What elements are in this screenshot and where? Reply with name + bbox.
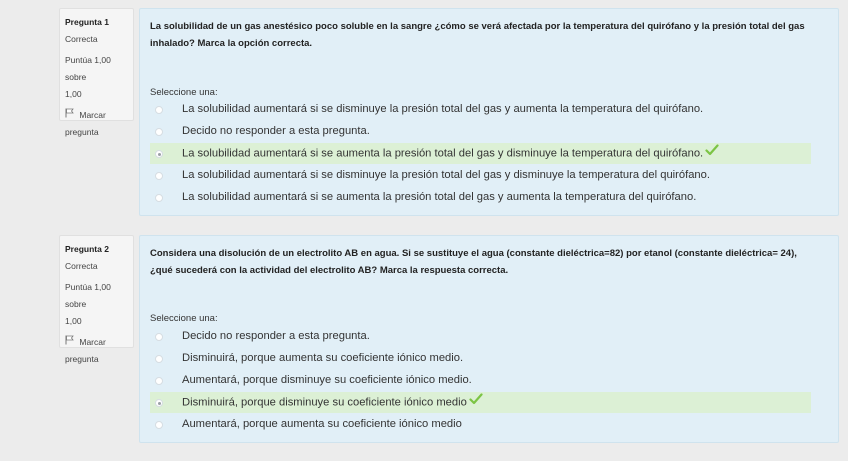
answer-option[interactable]: La solubilidad aumentará si se aumenta la presión total del gas y aumenta la temperatura del quirófano. (150, 187, 811, 208)
question-content (139, 8, 839, 216)
question-grade: Puntúa 1,00 sobre 1,00 (65, 282, 111, 326)
question-number: Pregunta 1 (65, 17, 109, 27)
correct-check-icon (705, 143, 719, 164)
radio-button-selected[interactable] (155, 399, 163, 407)
radio-button[interactable] (155, 355, 163, 363)
answer-option[interactable]: Decido no responder a esta pregunta. (150, 121, 811, 142)
question-info (59, 235, 134, 365)
question-number: Pregunta 2 (65, 244, 109, 254)
answer-option[interactable]: La solubilidad aumentará si se disminuye la presión total del gas y disminuye la temperatura del quirófano. (150, 165, 811, 186)
answer-option-correct[interactable]: La solubilidad aumentará si se aumenta la presión total del gas y disminuye la temperatura del quirófano. (150, 143, 811, 164)
answer-option[interactable]: La solubilidad aumentará si se disminuye la presión total del gas y aumenta la temperatura del quirófano. (150, 99, 811, 120)
answer-option[interactable]: Disminuirá, porque aumenta su coeficiente iónico medio. (150, 348, 811, 369)
radio-button[interactable] (155, 106, 163, 114)
answer-option[interactable]: Aumentará, porque disminuye su coeficiente iónico medio. (150, 370, 811, 391)
flag-icon (65, 334, 77, 351)
radio-button[interactable] (155, 421, 163, 429)
radio-button[interactable] (155, 128, 163, 136)
question-content (139, 235, 839, 443)
radio-button[interactable] (155, 194, 163, 202)
answer-option-correct[interactable]: Disminuirá, porque disminuye su coeficiente iónico medio (150, 392, 811, 413)
question-info (59, 8, 134, 138)
flag-question-button[interactable]: Marcar pregunta (65, 107, 128, 141)
radio-button[interactable] (155, 377, 163, 385)
question-text: Considera una disolución de un electrolito AB en agua. Si se sustituye el agua (constante dieléctrica=82) por etanol (constante dieléctrica= 24), ¿qué sucederá con la actividad del electrolito AB? Marca la respuesta correcta. (150, 248, 797, 276)
correct-check-icon (469, 392, 483, 413)
answer-prompt: Seleccione una: (150, 87, 218, 98)
answer-prompt: Seleccione una: (150, 313, 218, 324)
flag-icon (65, 107, 77, 124)
radio-button[interactable] (155, 172, 163, 180)
flag-question-button[interactable]: Marcar pregunta (65, 334, 128, 368)
answer-option[interactable]: Aumentará, porque aumenta su coeficiente iónico medio (150, 414, 811, 435)
question-grade: Puntúa 1,00 sobre 1,00 (65, 55, 111, 99)
question-text: La solubilidad de un gas anestésico poco soluble en la sangre ¿cómo se verá afectada por la temperatura del quirófano y la presión total del gas inhalado? Marca la opción correcta. (150, 21, 805, 49)
answer-option[interactable]: Decido no responder a esta pregunta. (150, 326, 811, 347)
radio-button-selected[interactable] (155, 150, 163, 158)
question-state: Correcta (65, 261, 98, 271)
radio-button[interactable] (155, 333, 163, 341)
question-state: Correcta (65, 34, 98, 44)
